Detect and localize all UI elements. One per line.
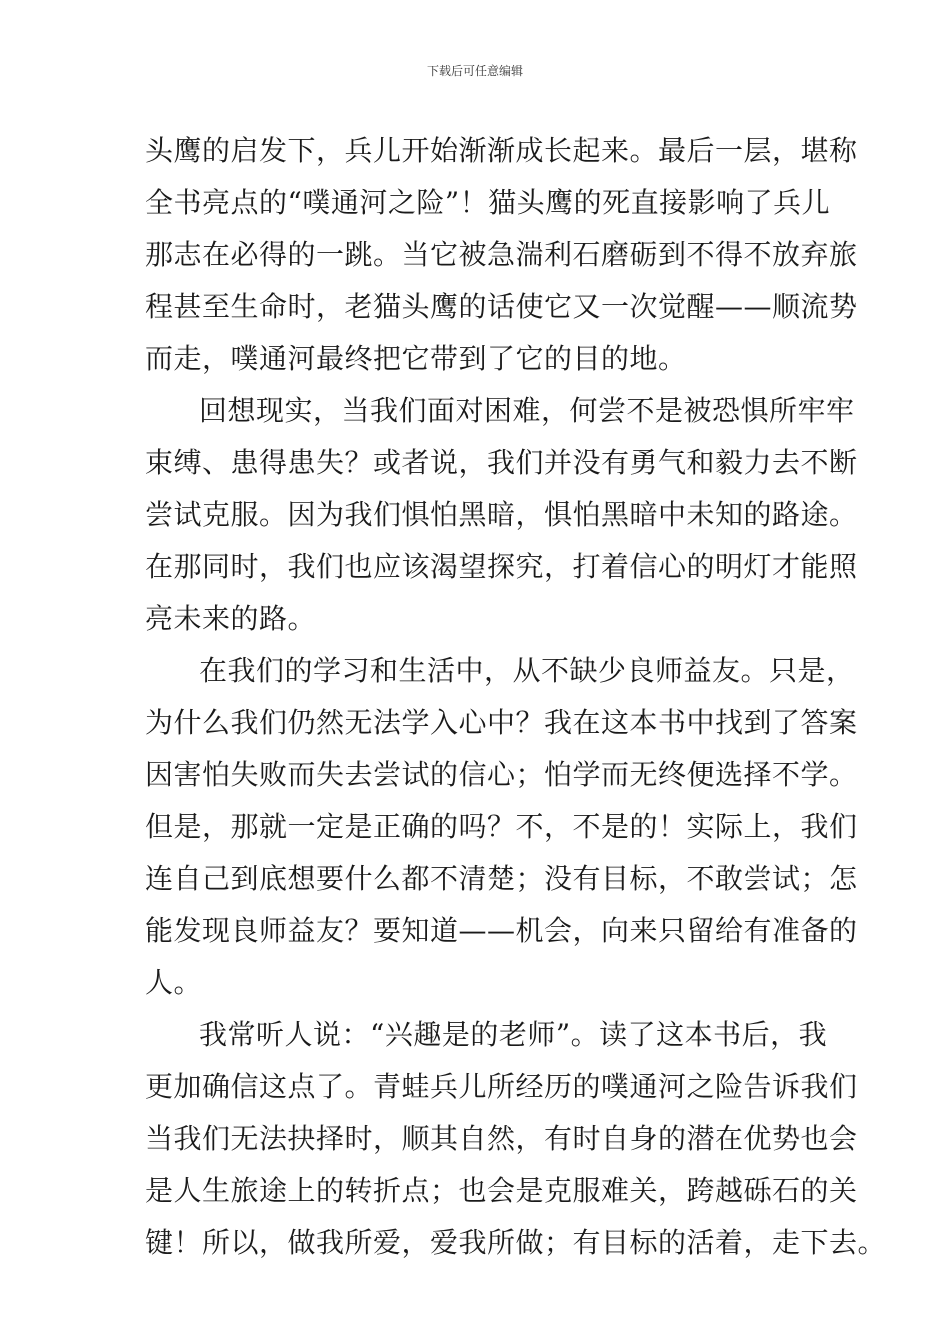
text-line: 束缚、患得患失？或者说，我们并没有勇气和毅力去不断	[145, 446, 858, 479]
header-note: 下载后可任意编辑	[426, 64, 523, 78]
text-line: 当我们无法抉择时，顺其自然，有时自身的潜在优势也会	[145, 1122, 858, 1155]
text-line: 那志在必得的一跳。当它被急湍利石磨砺到不得不放弃旅	[145, 238, 858, 271]
paragraph-2	[145, 385, 858, 645]
text-line: 是人生旅途上的转折点；也会是克服难关，跨越砾石的关	[145, 1174, 858, 1207]
document-body	[145, 125, 887, 1269]
text-line: 全书亮点的“噗通河之险”！猫头鹰的死直接影响了兵儿	[145, 186, 831, 219]
text-line: 亮未来的路。	[145, 602, 317, 635]
paragraph-3	[145, 645, 858, 1009]
text-line: 而走，噗通河最终把它带到了它的目的地。	[145, 342, 687, 375]
text-line: 键！所以，做我所爱，爱我所做；有目标的活着，走下去。	[145, 1226, 887, 1259]
paragraph-4	[145, 1009, 887, 1269]
text-line: 更加确信这点了。青蛙兵儿所经历的噗通河之险告诉我们	[145, 1070, 858, 1103]
text-line: 头鹰的启发下，兵儿开始渐渐成长起来。最后一层，堪称	[145, 134, 858, 167]
text-line: 为什么我们仍然无法学入心中？我在这本书中找到了答案	[145, 706, 858, 739]
text-line: 在那同时，我们也应该渴望探究，打着信心的明灯才能照	[145, 550, 858, 583]
text-line: 程甚至生命时，老猫头鹰的话使它又一次觉醒——顺流势	[145, 290, 858, 323]
text-line: 但是，那就一定是正确的吗？不，不是的！实际上，我们	[145, 810, 858, 843]
text-line: 因害怕失败而失去尝试的信心；怕学而无终便选择不学。	[145, 758, 858, 791]
text-line: 我常听人说：“兴趣是的老师”。读了这本书后，我	[199, 1018, 828, 1051]
text-line: 尝试克服。因为我们惧怕黑暗，惧怕黑暗中未知的路途。	[145, 498, 858, 531]
text-line: 回想现实，当我们面对困难，何尝不是被恐惧所牢牢	[199, 394, 855, 427]
text-line: 连自己到底想要什么都不清楚；没有目标，不敢尝试；怎	[145, 862, 858, 895]
text-line: 人。	[145, 966, 203, 999]
text-line: 能发现良师益友？要知道——机会，向来只留给有准备的	[145, 914, 858, 947]
paragraph-1	[145, 125, 858, 385]
text-line: 在我们的学习和生活中，从不缺少良师益友。只是，	[199, 654, 855, 687]
